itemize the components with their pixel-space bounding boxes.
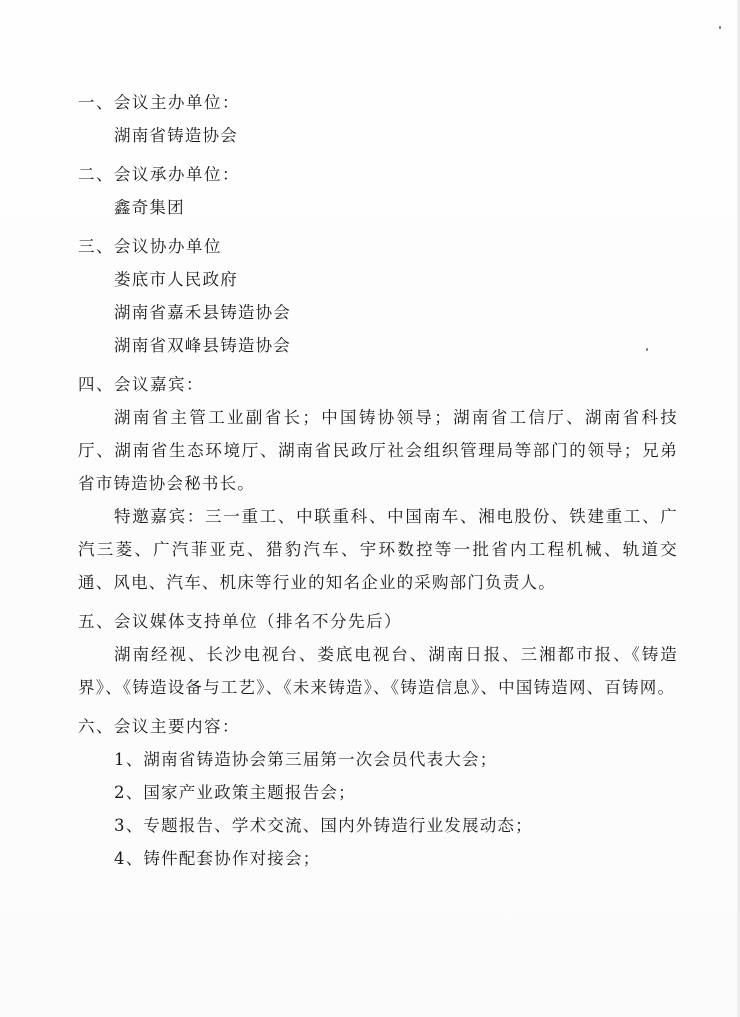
section-item: 湖南省铸造协会 xyxy=(114,126,238,145)
section-paragraph: 湖南省主管工业副省长；中国铸协领导；湖南省工信厅、湖南省科技厅、湖南省生态环境厅、湖南省民政厅社会组织管理局等部门的领导；兄弟省市铸造协会秘书长。 xyxy=(78,408,678,493)
section-media xyxy=(78,605,678,704)
scan-speck xyxy=(719,26,721,29)
section-heading: 四、会议嘉宾： xyxy=(78,375,204,394)
section-item: 娄底市人民政府 xyxy=(114,270,238,289)
agenda-item: 1、湖南省铸造协会第三届第一次会员代表大会； xyxy=(114,750,498,769)
agenda-item: 4、铸件配套协作对接会； xyxy=(114,849,321,868)
section-heading: 一、会议主办单位： xyxy=(78,93,240,112)
section-guests xyxy=(78,368,678,599)
section-item: 湖南省双峰县铸造协会 xyxy=(114,336,291,355)
section-organizer xyxy=(78,86,678,152)
section-heading: 六、会议主要内容： xyxy=(78,717,240,736)
section-paragraph: 湖南经视、长沙电视台、娄底电视台、湖南日报、三湘都市报、《铸造界》、《铸造设备与工艺》、《未来铸造》、《铸造信息》、中国铸造网、百铸网。 xyxy=(78,645,678,697)
section-co-organizer xyxy=(78,230,678,362)
document-body xyxy=(78,86,678,875)
section-heading: 三、会议协办单位 xyxy=(78,237,222,256)
section-agenda xyxy=(78,710,678,875)
section-heading: 五、会议媒体支持单位（排名不分先后） xyxy=(78,612,402,631)
section-item: 鑫奇集团 xyxy=(114,198,185,217)
section-heading: 二、会议承办单位： xyxy=(78,165,240,184)
section-item: 湖南省嘉禾县铸造协会 xyxy=(114,303,291,322)
agenda-item: 2、国家产业政策主题报告会； xyxy=(114,783,356,802)
section-paragraph: 特邀嘉宾：三一重工、中联重科、中国南车、湘电股份、铁建重工、广汽三菱、广汽菲亚克、猎豹汽车、宇环数控等一批省内工程机械、轨道交通、风电、汽车、机床等行业的知名企业的采购部门负责人。 xyxy=(78,507,678,592)
agenda-item: 3、专题报告、学术交流、国内外铸造行业发展动态； xyxy=(114,816,533,835)
section-host xyxy=(78,158,678,224)
